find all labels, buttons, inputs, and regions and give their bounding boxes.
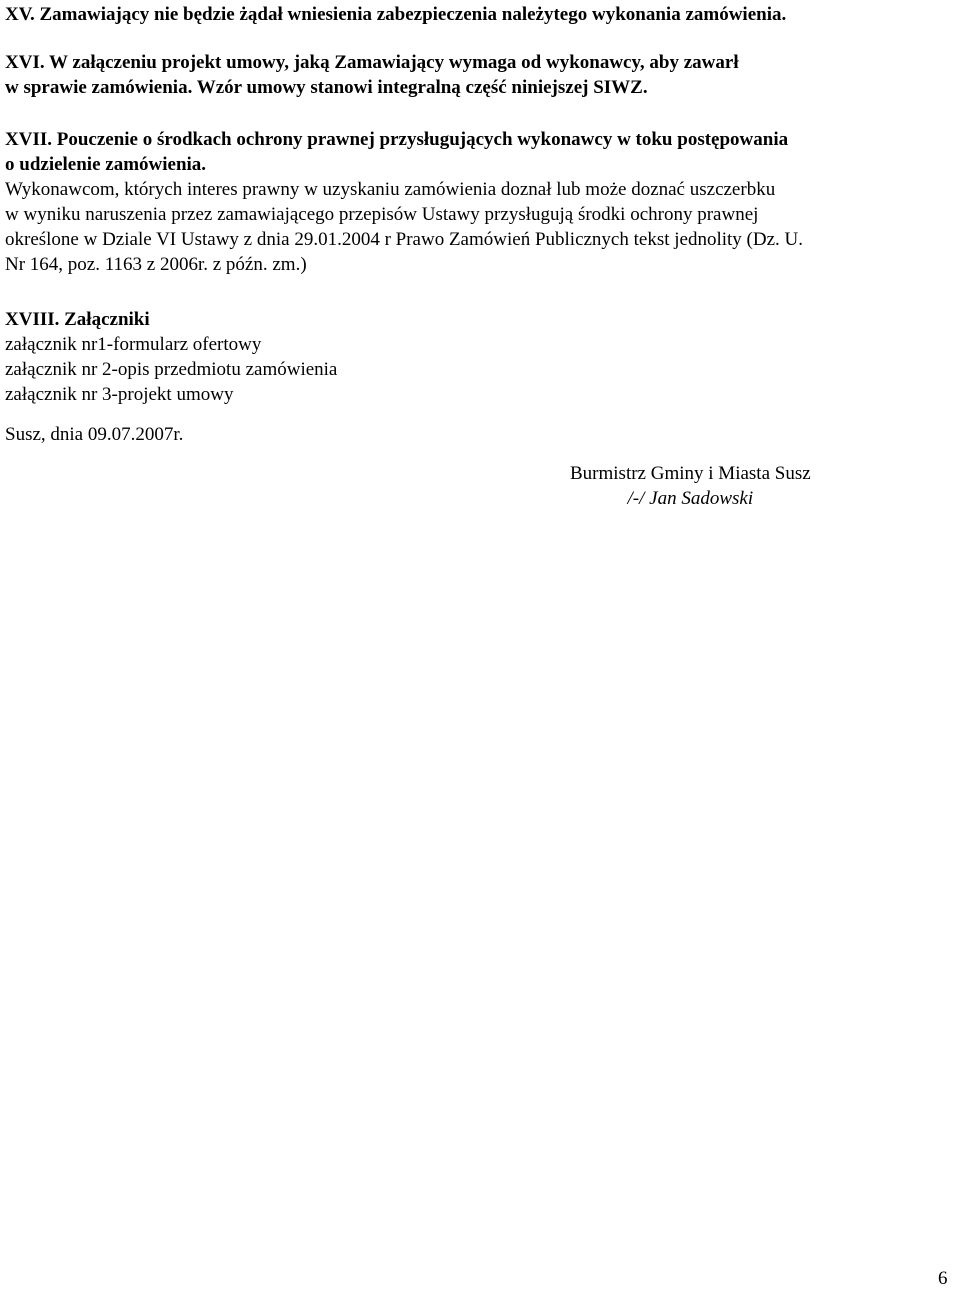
signature-block — [570, 461, 811, 511]
section-xvii — [5, 127, 803, 277]
section-xviii-heading: XVIII. Załączniki — [5, 309, 150, 330]
section-xvii-heading-line-2: o udzielenie zamówienia. — [5, 154, 207, 175]
section-xvi-line-2: w sprawie zamówienia. Wzór umowy stanowi integralną część niniejszej SIWZ. — [5, 77, 648, 98]
section-xvii-body-line-1: Wykonawcom, których interes prawny w uzyskaniu zamówienia doznał lub może doznać uszczerbku — [5, 179, 776, 200]
attachment-item-2: załącznik nr 2-opis przedmiotu zamówienia — [5, 359, 338, 380]
attachment-item-1: załącznik nr1-formularz ofertowy — [5, 334, 262, 355]
page-number: 6 — [938, 1268, 948, 1289]
section-xvi — [5, 50, 739, 100]
section-xvii-body-line-3: określone w Dziale VI Ustawy z dnia 29.01.2004 r Prawo Zamówień Publicznych tekst jednolity (Dz. U. — [5, 229, 803, 250]
date-line-text: Susz, dnia 09.07.2007r. — [5, 424, 184, 445]
section-xvii-heading-line-1: XVII. Pouczenie o środkach ochrony prawnej przysługujących wykonawcy w toku postępowania — [5, 129, 789, 150]
section-xviii — [5, 307, 337, 407]
section-xvii-body-line-2: w wyniku naruszenia przez zamawiającego przepisów Ustawy przysługują środki ochrony prawnej — [5, 204, 759, 225]
section-xv — [5, 2, 786, 27]
section-xvi-line-1: XVI. W załączeniu projekt umowy, jaką Zamawiający wymaga od wykonawcy, aby zawarł — [5, 52, 739, 73]
date-line — [5, 422, 183, 447]
signature-title: Burmistrz Gminy i Miasta Susz — [570, 463, 811, 484]
signature-name: /-/ Jan Sadowski — [627, 488, 754, 509]
attachment-item-3: załącznik nr 3-projekt umowy — [5, 384, 234, 405]
section-xv-text: XV. Zamawiający nie będzie żądał wniesienia zabezpieczenia należytego wykonania zamówienia. — [5, 4, 787, 25]
section-xvii-body-line-4: Nr 164, poz. 1163 z 2006r. z późn. zm.) — [5, 254, 307, 275]
